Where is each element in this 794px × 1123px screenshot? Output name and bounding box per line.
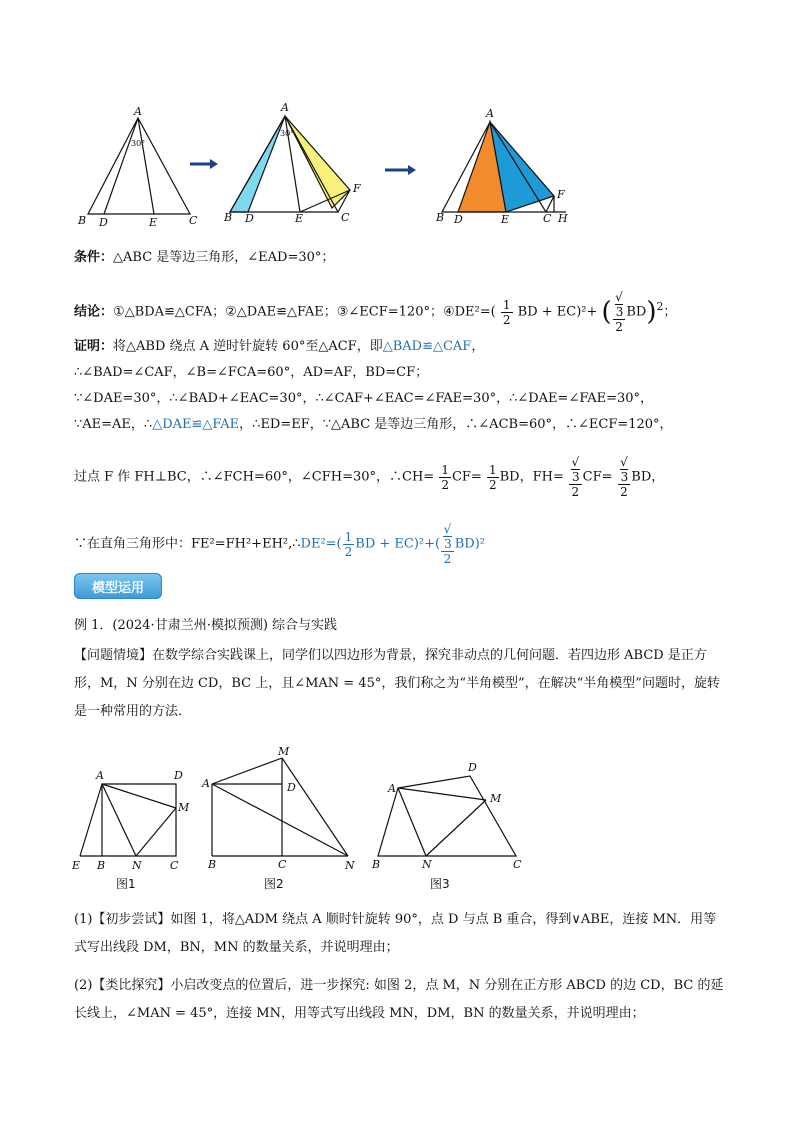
fig2-label-n: N	[345, 859, 355, 872]
fraction-sqrt3: √ 3 2	[441, 522, 454, 566]
q2-text: 小启改变点的位置后，进一步探究: 如图 2，点 M，N 分别在正方形 ABCD 的边 CD，BC 的延长线上，∠MAN = 45°，连接 MN，用等式写出线段 MN，DM，BN 的数量关系，并说明理由；	[74, 978, 724, 1021]
fig1-label-b: B	[97, 859, 106, 872]
proof-line-2: ∴∠BAD=∠CAF，∠B=∠FCA=60°，AD=AF，BD=CF；	[74, 365, 429, 380]
fraction-half: $\frac{1}{2}$	[502, 297, 511, 327]
conclusion-line: 结论：①△BDA≌△CFA；②△DAE≌△FAE；③∠ECF=120°；④DE²=( $\frac{1}{2}$ BD + EC)²+ ( √ 3 2 BD)$^2$；	[74, 290, 677, 334]
proof-line-4: ∵AE=AE，∴△DAE≌△FAE，∴ED=EF，∵△ABC 是等边三角形，∴∠ACB=60°，∴∠ECF=120°，	[74, 417, 673, 432]
label-a3: A	[486, 107, 494, 120]
problem-situation	[74, 642, 724, 726]
fig3-label-m: M	[490, 792, 502, 805]
arrow-right-icon	[385, 165, 416, 175]
fraction-sqrt3: √ 3 2	[618, 455, 631, 499]
fraction-sqrt3: √ 3 2	[569, 455, 582, 499]
label-b1: B	[78, 214, 87, 227]
fig1-label-e: E	[72, 859, 81, 872]
label-b3: B	[436, 211, 445, 224]
conclusion-label: 结论：	[74, 304, 114, 320]
figure-2	[212, 758, 348, 856]
label-c3: C	[543, 212, 552, 225]
fraction-half: $\frac{1}{2}$	[344, 529, 353, 559]
arrow-right-icon	[190, 159, 218, 169]
label-a1: A	[134, 105, 142, 118]
proof-line-6: ∵在直角三角形中：FE²=FH²+EH²,∴DE²=( $\frac{1}{2}$ BD + EC)²+( √ 3 2 BD)²	[74, 522, 485, 566]
fraction-half: $\frac{1}{2}$	[488, 462, 497, 492]
label-e3: E	[501, 213, 510, 226]
fig3-label-n: N	[422, 858, 432, 871]
fig1-label-d: D	[174, 769, 183, 782]
proof-link-1: △BAD≌△CAF	[382, 339, 472, 354]
fig3-label-d: D	[468, 761, 477, 774]
situation-label: 【问题情境】	[74, 648, 153, 663]
label-d1: D	[99, 216, 108, 229]
proof-link-2: △DAE≌△FAE	[152, 417, 240, 432]
fig3-caption: 图3	[430, 877, 450, 891]
square-figures	[66, 742, 536, 894]
label-h3: H	[558, 212, 568, 225]
q1-text: 如图 1，将△ADM 绕点 A 顺时针旋转 90°，点 D 与点 B 重合，得到∨ABE，连接 MN．用等式写出线段 DM，BN，MN 的数量关系，并说明理由；	[74, 912, 717, 955]
label-f2: F	[353, 182, 361, 195]
fig1-label-n: N	[132, 859, 142, 872]
label-c1: C	[189, 214, 198, 227]
fig2-label-c: C	[278, 858, 287, 871]
figure-3	[378, 776, 516, 856]
fig2-caption: 图2	[264, 877, 284, 891]
label-d3: D	[454, 213, 463, 226]
question-2	[74, 972, 724, 1028]
condition-text: △ABC 是等边三角形，∠EAD=30°；	[113, 250, 335, 265]
proof-line-5: 过点 F 作 FH⊥BC，∴∠FCH=60°，∠CFH=30°，∴CH= $\frac{1}{2}$ CF= $\frac{1}{2}$ BD，FH= √ 3 2 CF= √ 3 2 BD，	[74, 455, 665, 499]
q2-label: (2)【类比探究】	[74, 978, 171, 993]
label-c2: C	[341, 211, 350, 224]
angle-label-1: 30°	[131, 139, 146, 148]
fig1-label-c: C	[170, 859, 179, 872]
triangle-1	[88, 118, 190, 214]
figure-1	[80, 784, 176, 856]
fig2-label-m: M	[278, 745, 290, 758]
conclusion-text: ①△BDA≌△CFA；②△DAE≌△FAE；③∠ECF=120°；④DE²=(	[113, 304, 496, 320]
fig3-label-a: A	[388, 782, 396, 795]
angle-label-2: 30°	[280, 129, 295, 138]
label-b2: B	[224, 211, 233, 224]
fig1-label-a: A	[96, 769, 104, 782]
fig1-caption: 图1	[116, 877, 136, 891]
label-e1: E	[149, 216, 158, 229]
fig2-label-a: A	[202, 777, 210, 790]
rotation-figure	[70, 100, 590, 230]
label-e2: E	[295, 212, 304, 225]
triangle-3	[442, 122, 566, 212]
fraction-half: $\frac{1}{2}$	[441, 462, 449, 492]
proof-label: 证明：	[74, 339, 114, 354]
label-a2: A	[281, 101, 289, 114]
fraction-sqrt3: √ 3 2	[613, 290, 626, 334]
situation-text: 在数学综合实践课上，同学们以四边形为背景，探究非动点的几何问题．若四边形 ABCD 是正方形，M，N 分别在边 CD，BC 上，且∠MAN = 45°，我们称之为“半角模型”，在解决“半角模型”问题时，旋转是一种常用的方法．	[74, 648, 720, 719]
conclusion-tail: BD + EC)²+	[517, 304, 598, 320]
fig2-label-b: B	[208, 858, 217, 871]
example-title: 例 1．(2024·甘肃兰州·模拟预测) 综合与实践	[74, 618, 338, 633]
fig3-label-b: B	[372, 858, 381, 871]
condition-line	[74, 249, 334, 267]
fig2-label-d: D	[287, 781, 296, 794]
section-badge: 模型运用	[74, 573, 162, 599]
q1-label: (1)【初步尝试】	[74, 912, 171, 927]
label-f3: F	[557, 188, 565, 201]
fig1-label-m: M	[178, 801, 190, 814]
fig3-label-c: C	[513, 858, 522, 871]
proof-line-1: 证明：将△ABD 绕点 A 逆时针旋转 60°至△ACF，即△BAD≌△CAF，	[74, 339, 485, 354]
label-d2: D	[245, 212, 254, 225]
condition-label: 条件：	[74, 250, 114, 265]
question-1	[74, 906, 724, 962]
proof-line-3: ∵∠DAE=30°，∴∠BAD+∠EAC=30°，∴∠CAF+∠EAC=∠FAE=30°，∴∠DAE=∠FAE=30°，	[74, 391, 654, 406]
